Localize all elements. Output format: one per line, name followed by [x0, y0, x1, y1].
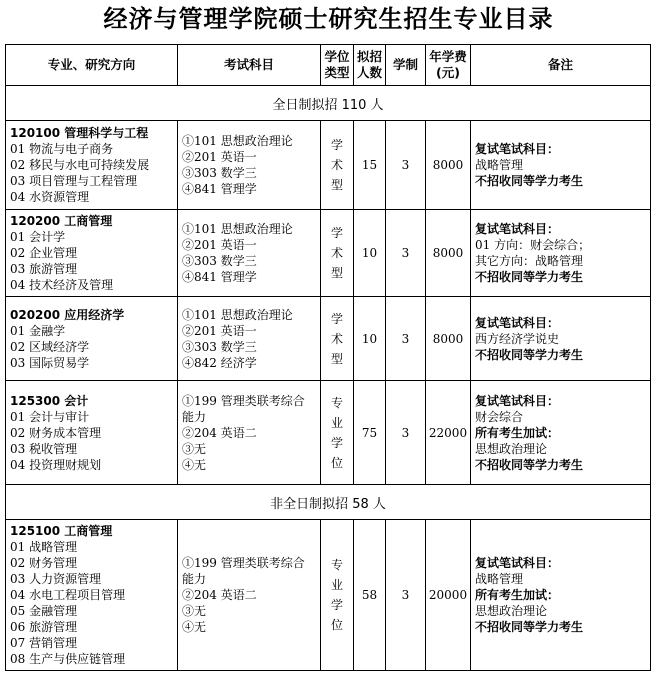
- remark-line: 复试笔试科目：: [475, 393, 560, 408]
- remark-line: 不招收同等学力考生: [475, 174, 584, 188]
- exam-subject: ③303 数学三: [182, 339, 257, 354]
- exam-subject: ③无: [182, 441, 207, 456]
- quota-cell: 15: [354, 121, 386, 210]
- research-direction: 01 物流与电子商务: [10, 142, 114, 156]
- degree-type-cell: [321, 297, 354, 381]
- fee-cell: 8000: [426, 297, 471, 381]
- header-exams: 考试科目: [178, 45, 321, 86]
- research-direction: 06 旅游管理: [10, 620, 78, 634]
- remarks-cell: [471, 210, 651, 297]
- exam-subjects-cell: [178, 381, 321, 485]
- section-label: 非全日制拟招 58 人: [6, 485, 651, 520]
- research-direction: 08 生产与供应链管理: [10, 652, 126, 666]
- research-direction: 02 移民与水电可持续发展: [10, 158, 150, 172]
- degree-type-cell: [321, 520, 354, 671]
- quota-cell: 75: [354, 381, 386, 485]
- header-quota: 拟招人数: [354, 45, 386, 86]
- table-row: [6, 381, 651, 485]
- exam-subjects-cell: [178, 297, 321, 381]
- remark-line: 复试笔试科目：: [475, 315, 560, 330]
- degree-type-char: 术: [330, 246, 343, 260]
- years-cell: 3: [386, 520, 426, 671]
- exam-subjects-cell: [178, 210, 321, 297]
- remarks-cell: [471, 381, 651, 485]
- degree-type-char: 学: [330, 435, 343, 450]
- exam-subject: ①101 思想政治理论: [182, 134, 293, 148]
- header-row: [6, 45, 651, 86]
- exam-subject: ②201 英语一: [182, 323, 257, 338]
- table-row: [6, 210, 651, 297]
- major-cell: [6, 520, 178, 671]
- degree-type-char: 术: [330, 331, 343, 346]
- exam-subject: ②204 英语二: [182, 588, 257, 602]
- exam-subject: ①199 管理类联考综合能力: [182, 556, 305, 586]
- major-cell: [6, 121, 178, 210]
- research-direction: 07 营销管理: [10, 636, 78, 650]
- research-direction: 01 会计与审计: [10, 409, 90, 424]
- research-direction: 04 投资理财规划: [10, 457, 102, 472]
- research-direction: 02 企业管理: [10, 246, 78, 260]
- research-direction: 03 人力资源管理: [10, 572, 102, 586]
- exam-subject: ②201 英语一: [182, 150, 257, 164]
- major-title: 125100 工商管理: [10, 524, 113, 538]
- exam-subjects-cell: [178, 520, 321, 671]
- header-fee: 年学费(元): [426, 45, 471, 86]
- exam-subject: ④841 管理学: [182, 182, 257, 196]
- table-row: [6, 520, 651, 671]
- major-title: 120200 工商管理: [10, 214, 113, 228]
- exam-subject: ③无: [182, 604, 207, 618]
- research-direction: 04 技术经济及管理: [10, 278, 114, 292]
- header-years: 学制: [386, 45, 426, 86]
- exam-subject: ④无: [182, 457, 207, 472]
- remark-line: 复试笔试科目：: [475, 556, 560, 570]
- research-direction: 03 税收管理: [10, 441, 78, 456]
- major-cell: [6, 210, 178, 297]
- degree-type-char: 学: [330, 598, 343, 612]
- header-major: 专业、研究方向: [6, 45, 178, 86]
- header-degree: 学位类型: [321, 45, 354, 86]
- exam-subject: ④842 经济学: [182, 355, 257, 370]
- major-cell: [6, 381, 178, 485]
- degree-type-cell: [321, 121, 354, 210]
- degree-type-cell: [321, 381, 354, 485]
- quota-cell: 10: [354, 210, 386, 297]
- remark-line: 不招收同等学力考生: [475, 620, 584, 634]
- research-direction: 03 项目管理与工程管理: [10, 174, 138, 188]
- research-direction: 04 水电工程项目管理: [10, 588, 126, 602]
- remark-line: 不招收同等学力考生: [475, 457, 584, 472]
- research-direction: 02 区域经济学: [10, 339, 90, 354]
- remark-line: 思想政治理论: [475, 441, 548, 456]
- exam-subject: ①199 管理类联考综合能力: [182, 393, 305, 424]
- degree-type-char: 术: [330, 158, 343, 172]
- exam-subjects-cell: [178, 121, 321, 210]
- remark-line: 01 方向：财会综合；: [475, 238, 591, 252]
- remark-line: 复试笔试科目：: [475, 222, 560, 236]
- degree-type-char: 位: [330, 455, 343, 470]
- remark-line: 不招收同等学力考生: [475, 270, 584, 284]
- degree-type-char: 学: [330, 311, 343, 326]
- research-direction: 01 会计学: [10, 230, 66, 244]
- degree-type-char: 位: [330, 618, 343, 632]
- remark-line: 财会综合: [475, 409, 524, 424]
- remarks-cell: [471, 520, 651, 671]
- remark-line: 复试笔试科目：: [475, 142, 560, 156]
- exam-subject: ③303 数学三: [182, 166, 257, 180]
- remark-line: 战略管理: [475, 158, 524, 172]
- table-body: [6, 86, 651, 671]
- exam-subject: ④841 管理学: [182, 270, 257, 284]
- degree-type-cell: [321, 210, 354, 297]
- exam-subject: ②204 英语二: [182, 425, 257, 440]
- table-row: [6, 297, 651, 381]
- page-title: 经济与管理学院硕士研究生招生专业目录: [103, 4, 554, 33]
- exam-subject: ①101 思想政治理论: [182, 307, 293, 322]
- degree-type-char: 专: [330, 395, 343, 410]
- fee-cell: 20000: [426, 520, 471, 671]
- fee-cell: 8000: [426, 210, 471, 297]
- remark-line: 所有考生加试：: [475, 425, 560, 440]
- major-title: 125300 会计: [10, 393, 89, 408]
- section-label: 全日制拟招 110 人: [6, 86, 651, 121]
- quota-cell: 58: [354, 520, 386, 671]
- research-direction: 01 金融学: [10, 323, 66, 338]
- degree-type-char: 专: [330, 558, 343, 572]
- degree-type-char: 型: [330, 178, 343, 192]
- exam-subject: ①101 思想政治理论: [182, 222, 293, 236]
- catalog-table: [5, 44, 651, 671]
- exam-subject: ③303 数学三: [182, 254, 257, 268]
- research-direction: 03 国际贸易学: [10, 355, 90, 370]
- degree-type-char: 学: [330, 226, 343, 240]
- degree-type-char: 型: [330, 266, 343, 280]
- fee-cell: 22000: [426, 381, 471, 485]
- remark-line: 战略管理: [475, 572, 524, 586]
- major-cell: [6, 297, 178, 381]
- header-remarks: 备注: [471, 45, 651, 86]
- fee-cell: 8000: [426, 121, 471, 210]
- years-cell: 3: [386, 297, 426, 381]
- remark-line: 不招收同等学力考生: [475, 347, 584, 362]
- major-title: 120100 管理科学与工程: [10, 126, 149, 140]
- quota-cell: 10: [354, 297, 386, 381]
- table-row: [6, 121, 651, 210]
- research-direction: 05 金融管理: [10, 604, 78, 618]
- years-cell: 3: [386, 121, 426, 210]
- years-cell: 3: [386, 210, 426, 297]
- degree-type-char: 学: [330, 138, 343, 152]
- degree-type-char: 型: [330, 351, 343, 366]
- remarks-cell: [471, 121, 651, 210]
- research-direction: 02 财务管理: [10, 556, 78, 570]
- exam-subject: ②201 英语一: [182, 238, 257, 252]
- major-title: 020200 应用经济学: [10, 307, 125, 322]
- section-row: [6, 86, 651, 121]
- research-direction: 01 战略管理: [10, 540, 78, 554]
- remark-line: 所有考生加试：: [475, 588, 560, 602]
- remark-line: 其它方向：战略管理: [475, 254, 584, 268]
- degree-type-char: 业: [330, 578, 343, 592]
- degree-type-char: 业: [330, 415, 343, 430]
- remark-line: 西方经济学说史: [475, 331, 560, 346]
- section-row: [6, 485, 651, 520]
- remarks-cell: [471, 297, 651, 381]
- remark-line: 思想政治理论: [475, 604, 548, 618]
- research-direction: 02 财务成本管理: [10, 425, 102, 440]
- research-direction: 03 旅游管理: [10, 262, 78, 276]
- exam-subject: ④无: [182, 620, 207, 634]
- research-direction: 04 水资源管理: [10, 190, 90, 204]
- years-cell: 3: [386, 381, 426, 485]
